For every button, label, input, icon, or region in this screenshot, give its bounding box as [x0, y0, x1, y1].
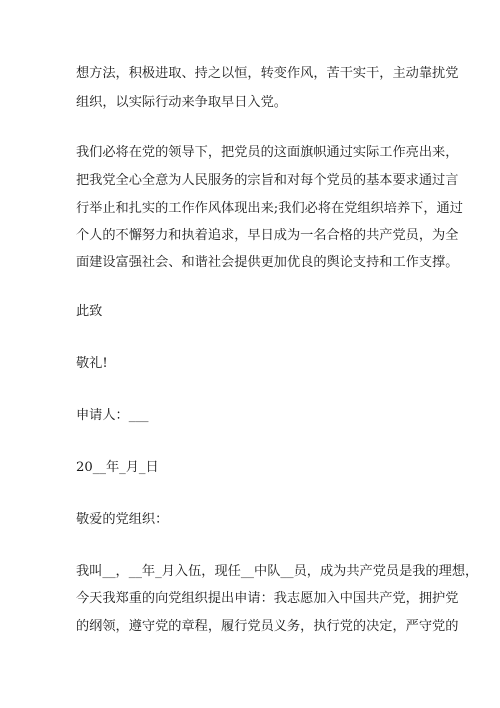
paragraph-line: 个人的不懈努力和执着追求，早日成为一名合格的共产党员，为全	[76, 228, 459, 243]
paragraph-line: 今天我郑重的向党组织提出申请：我志愿加入中国共产党，拥护党	[76, 591, 459, 606]
paragraph-line: 我们必将在党的领导下，把党员的这面旗帜通过实际工作亮出来，	[76, 145, 459, 160]
date-line: 20__年_月_日	[76, 460, 159, 475]
applicant-line: 申请人：___	[76, 408, 149, 423]
letter-greeting: 敬爱的党组织：	[76, 512, 169, 527]
paragraph-line: 把我党全心全意为人民服务的宗旨和对每个党员的基本要求通过言	[76, 173, 459, 188]
closing-phrase: 此致	[76, 304, 103, 319]
paragraph-line: 行举止和扎实的工作作风体现出来;我们必将在党组织培养下，通过	[76, 201, 463, 216]
paragraph-line: 组织，以实际行动来争取早日入党。	[76, 95, 287, 110]
salutation: 敬礼!	[76, 356, 108, 371]
paragraph-line: 面建设富强社会、和谐社会提供更加优良的舆论支持和工作支撑。	[76, 255, 459, 270]
paragraph-line: 的纲领，遵守党的章程，履行党员义务，执行党的决定，严守党的	[76, 619, 459, 634]
paragraph-line: 想方法，积极进取、持之以恒，转变作风，苦干实干，主动靠扰党	[76, 66, 459, 81]
paragraph-line: 我叫__，__年_月入伍，现任__中队__员，成为共产党员是我的理想，	[76, 564, 479, 579]
